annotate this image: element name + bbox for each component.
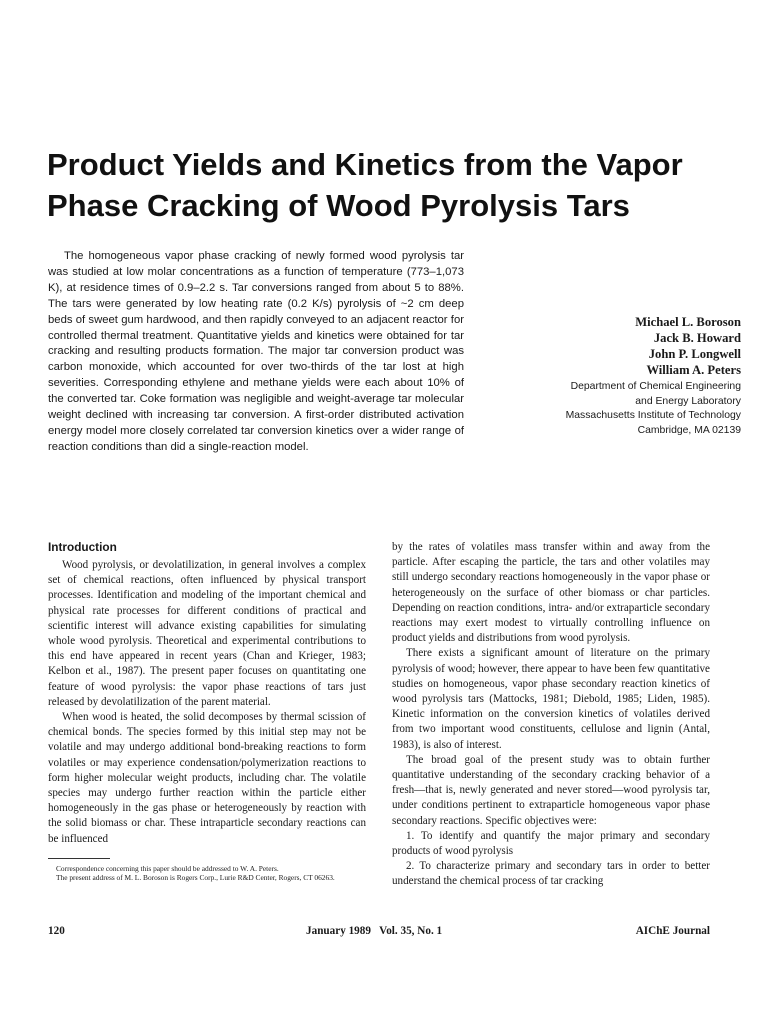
author-name: John P. Longwell (648, 347, 741, 361)
body-paragraph: When wood is heated, the solid decomposes by thermal scission of chemical bonds. The species formed by this initial step may not be volatile and may undergo additional bond-breaking reactions to form volatiles or may experience condensation/polymerization reactions to form higher molecular weight products, including char. The volatile species may undergo further reaction within the particle either homogeneously in the gas phase or heterogeneously by reaction with the solid biomass or char. These intraparticle secondary reactions can be influenced (48, 711, 366, 845)
page-number: 120 (48, 925, 65, 937)
affiliation-line: Massachusetts Institute of Technology (565, 410, 741, 422)
abstract: The homogeneous vapor phase cracking of newly formed wood pyrolysis tar was studied at low molar concentrations as a function of temperature (773–1,073 K), at residence times of 0.9–2.2 s. Tar conversions ranged from about 5 to 88%. The tars were generated by low heating rate (0.2 K/s) pyrolysis of ~2 cm deep beds of sweet gum hardwood, and then rapidly conveyed to an adjacent reactor for controlled thermal treatment. Quantitative yields and kinetics were obtained for tar cracking and resulting products formation. The major tar conversion product was carbon monoxide, which accounted for over two-thirds of the tar lost at high severities. Corresponding ethylene and methane yields were each about 10% of the converted tar. Coke formation was negligible and weight-average tar molecular weight declined with increasing tar conversion. A first-order distributed activation energy model more closely correlated tar conversion kinetics over a wider range of reaction conditions than did a single-reaction model. (48, 250, 464, 453)
affiliation-line: and Energy Laboratory (635, 395, 741, 407)
affiliation-line: Cambridge, MA 02139 (637, 424, 741, 436)
journal-name: AIChE Journal (635, 925, 710, 937)
body-paragraph: There exists a significant amount of literature on the primary pyrolysis of wood; however, there appear to have been few quantitative studies on homogeneous, vapor phase secondary reaction kinetics of wood pyrolysis tars (Mattocks, 1981; Diebold, 1985; Liden, 1985). Kinetic information on the conversion kinetics of volatiles derived from two important wood constituents, cellulose and lignin (Antal, 1983), is also of interest. (392, 647, 710, 751)
section-heading-introduction: Introduction (48, 540, 117, 554)
article-title: Product Yields and Kinetics from the Vapor Phase Cracking of Wood Pyrolysis Tars (47, 147, 683, 223)
body-paragraph: Wood pyrolysis, or devolatilization, in general involves a complex set of chemical reactions, often influenced by physical transport processes. Identification and modeling of the important chemical and physical rate processes for different conditions of practical and scientific interest will advance existing capabilities for simulating whole wood pyrolysis. Theoretical and experimental contributions to this end have appeared in recent years (Chan and Krieger, 1983; Kelbon et al., 1987). The present paper focuses on quantitating one feature of wood pyrolysis: the vapor phase reactions of tars just released by devolatilization of the parent material. (48, 559, 366, 708)
footnote: The present address of M. L. Boroson is Rogers Corp., Lurie R&D Center, Rogers, CT 06263. (56, 873, 335, 883)
footnote: Correspondence concerning this paper should be addressed to W. A. Peters. (56, 864, 279, 873)
footnote-rule (48, 858, 110, 859)
body-column-left (48, 540, 366, 847)
footnotes (48, 864, 366, 882)
author-name: William A. Peters (646, 363, 741, 377)
body-paragraph: by the rates of volatiles mass transfer within and away from the particle. After escaping the particle, the tars and other volatiles may still undergo secondary reactions homogeneously in the vapor phase or heterogeneously on the surface of other biomass or char particles. Depending on reaction conditions, intra- and/or extraparticle secondary reactions may exert modest to virtually controlling influence on product yields and distributions from wood pyrolysis. (392, 541, 710, 645)
author-name: Jack B. Howard (653, 331, 741, 345)
objective-item: 1. To identify and quantify the major primary and secondary products of wood pyrolysis (392, 829, 710, 858)
author-name: Michael L. Boroson (635, 315, 741, 329)
affiliation (500, 380, 741, 438)
issue-info: January 1989 Vol. 35, No. 1 (306, 925, 443, 937)
affiliation-line: Department of Chemical Engineering (570, 381, 741, 392)
body-column-right (392, 540, 710, 890)
author-block (500, 314, 741, 438)
body-paragraph: The broad goal of the present study was to obtain further quantitative understanding of the secondary cracking behavior of a fresh—that is, newly generated and never stored—wood pyrolysis tar, under conditions pertinent to extraparticle homogeneous vapor phase secondary reactions. Specific objectives were: (392, 753, 710, 827)
objective-item: 2. To characterize primary and secondary tars in order to better understand the chemical process of tar cracking (392, 860, 710, 888)
